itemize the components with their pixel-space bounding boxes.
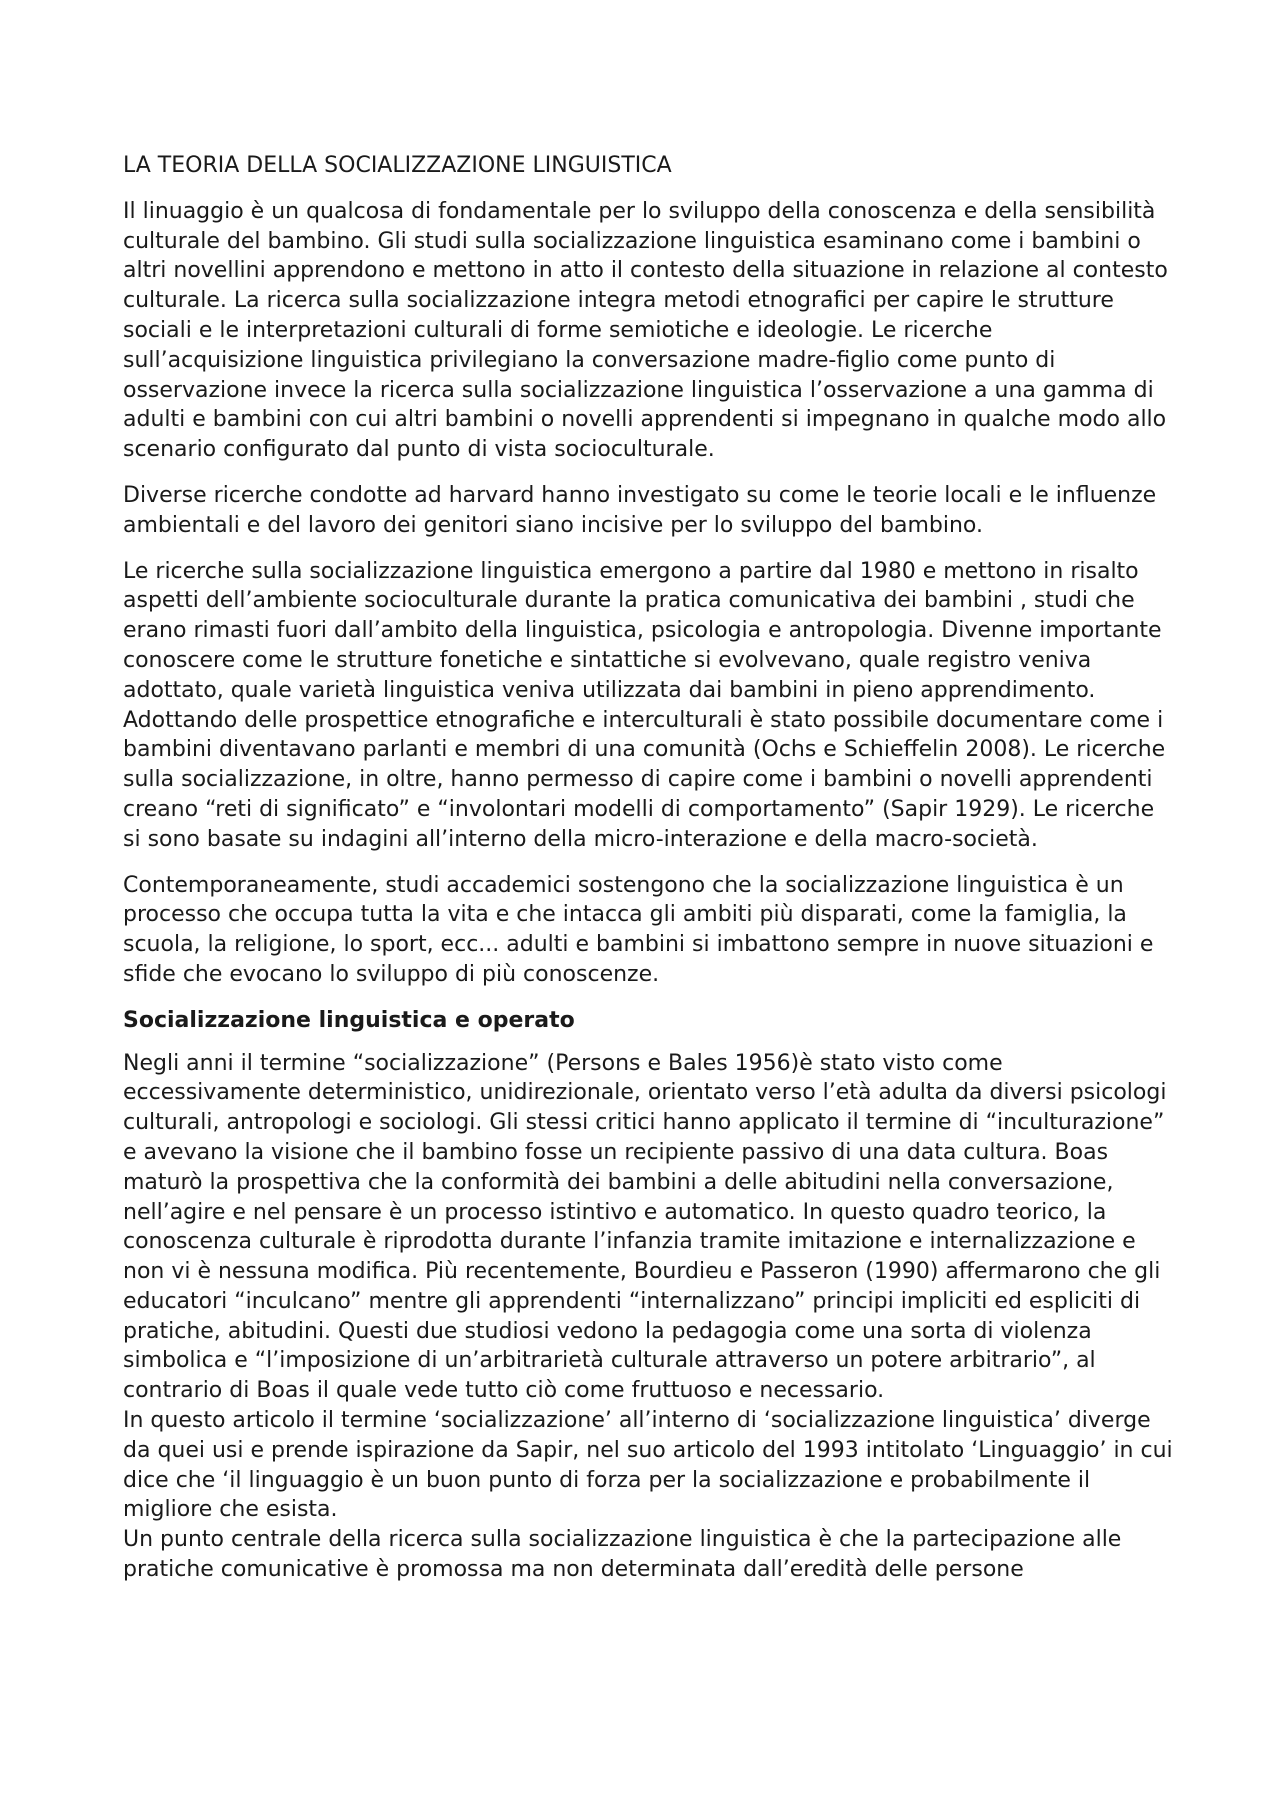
paragraph-socialization-term: Negli anni il termine “socializzazione” (Persons e Bales 1956)è stato visto come eccessivamente deterministico, unidirezionale, orientato verso l’età adulta da diversi psicologi culturali, antropologi e sociologi. Gli stessi critici hanno applicato il termine di “inculturazione” e avevano la visione che il bambino fosse un recipiente passivo di una data cultura. Boas maturò la prospettiva che la conformità dei bambini a delle abitudini nella conversazione, nell’agire e nel pensare è un processo istintivo e automatico. In questo quadro teorico, la conoscenza culturale è riprodotta durante l’infanzia tramite imitazione e internalizzazione e non vi è nessuna modifica. Più recentemente, Bourdieu e Passeron (1990) affermarono che gli educatori “inculcano” mentre gli apprendenti “internalizzano” principi impliciti ed espliciti di pratiche, abitudini. Questi due studiosi vedono la pedagogia come una sorta di violenza simbolica e “l’imposizione di un’arbitrarietà culturale attraverso un potere arbitrario”, al contrario di Boas il quale vede tutto ciò come fruttuoso e necessario. [123, 1050, 1167, 1404]
paragraph-sapir: In questo articolo il termine ‘socializzazione’ all’interno di ‘socializzazione linguistica’ diverge da quei usi e prende ispirazione da Sapir, nel suo articolo del 1993 intitolato ‘Linguaggio’ in cui dice che ‘il linguaggio è un buon punto di forza per la socializzazione e probabilmente il migliore che esista. [123, 1408, 1173, 1523]
document-title: LA TEORIA DELLA SOCIALIZZAZIONE LINGUISTICA [123, 153, 672, 178]
document-body [123, 151, 1173, 1585]
paragraph-contemporary: Contemporaneamente, studi accademici sostengono che la socializzazione linguistica è un processo che occupa tutta la vita e che intacca gli ambiti più disparati, come la famiglia, la scuola, la religione, lo sport, ecc... adulti e bambini si imbattono sempre in nuove situazioni e sfide che evocano lo sviluppo di più conoscenze. [123, 872, 1154, 987]
paragraph-harvard: Diverse ricerche condotte ad harvard hanno investigato su come le teorie locali e le influenze ambientali e del lavoro dei genitori siano incisive per lo sviluppo del bambino. [123, 482, 1157, 538]
paragraph-research-1980: Le ricerche sulla socializzazione linguistica emergono a partire dal 1980 e mettono in risalto aspetti dell’ambiente socioculturale durante la pratica comunicativa dei bambini , studi che erano rimasti fuori dall’ambito della linguistica, psicologia e antropologia. Divenne importante conoscere come le strutture fonetiche e sintattiche si evolvevano, quale registro veniva adottato, quale varietà linguistica veniva utilizzata dai bambini in pieno apprendimento. Adottando delle prospettice etnografiche e interculturali è stato possibile documentare come i bambini diventavano parlanti e membri di una comunità (Ochs e Schieffelin 2008). Le ricerche sulla socializzazione, in oltre, hanno permesso di capire come i bambini o novelli apprendenti creano “reti di significato” e “involontari modelli di comportamento” (Sapir 1929). Le ricerche si sono basate su indagini all’interno della micro-interazione e della macro-società. [123, 558, 1166, 852]
section-heading: Socializzazione linguistica e operato [123, 1007, 575, 1033]
paragraph-central-point: Un punto centrale della ricerca sulla socializzazione linguistica è che la partecipazione alle pratiche comunicative è promossa ma non determinata dall’eredità delle persone [123, 1527, 1122, 1583]
paragraph-intro: Il linuaggio è un qualcosa di fondamentale per lo sviluppo della conoscenza e della sensibilità culturale del bambino. Gli studi sulla socializzazione linguistica esaminano come i bambini o altri novellini apprendono e mettono in atto il contesto della situazione in relazione al contesto culturale. La ricerca sulla socializzazione integra metodi etnografici per capire le strutture sociali e le interpretazioni culturali di forme semiotiche e ideologie. Le ricerche sull’acquisizione linguistica privilegiano la conversazione madre-figlio come punto di osservazione invece la ricerca sulla socializzazione linguistica l’osservazione a una gamma di adulti e bambini con cui altri bambini o novelli apprendenti si impegnano in qualche modo allo scenario configurato dal punto di vista socioculturale. [123, 198, 1168, 463]
